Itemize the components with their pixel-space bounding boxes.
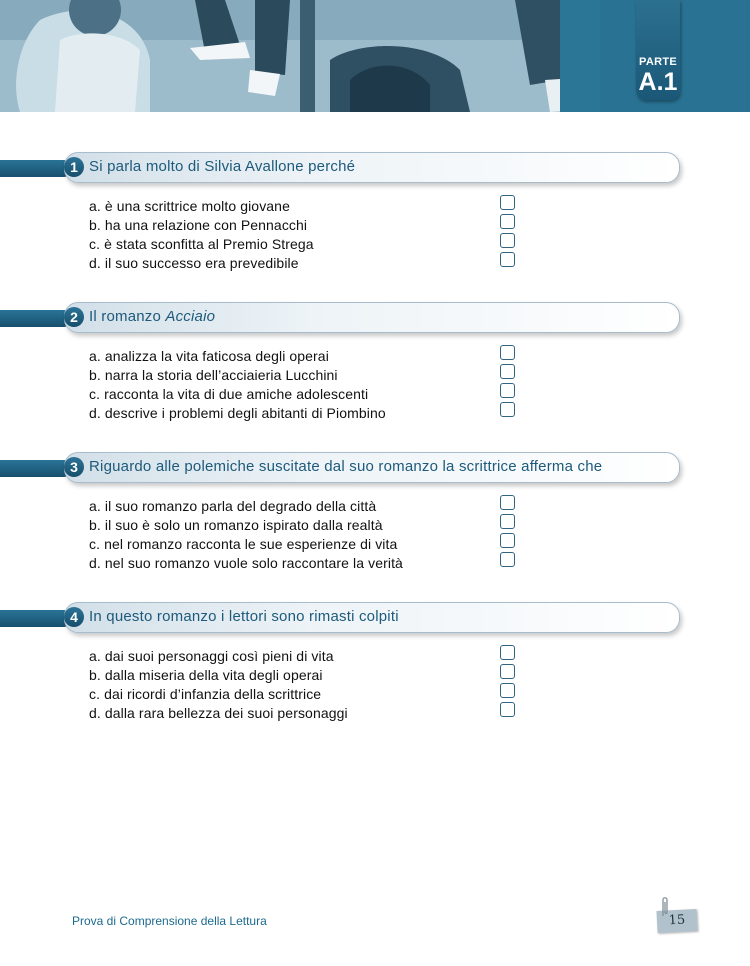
question-1 [0, 152, 750, 282]
checkbox-a[interactable] [500, 495, 515, 510]
question-text: Si parla molto di Silvia Avallone perché [89, 158, 356, 175]
question-4 [0, 602, 750, 732]
option-c: c. racconta la vita di due amiche adolescenti [89, 386, 369, 402]
question-pill [0, 160, 72, 177]
option-d: d. nel suo romanzo vuole solo raccontare la verità [89, 555, 403, 571]
option-a: a. analizza la vita faticosa degli operai [89, 348, 329, 364]
checkbox-d[interactable] [500, 552, 515, 567]
checkbox-c[interactable] [500, 533, 515, 548]
option-c: c. dai ricordi d’infanzia della scrittrice [89, 686, 322, 702]
footer-title: Prova di Comprensione della Lettura [72, 914, 267, 928]
option-a: a. è una scrittrice molto giovane [89, 198, 290, 214]
page-number: 15 [668, 912, 686, 929]
checkbox-b[interactable] [500, 514, 515, 529]
option-c: c. nel romanzo racconta le sue esperienze di vita [89, 536, 398, 552]
checkbox-b[interactable] [500, 214, 515, 229]
book-title: Acciaio [165, 308, 216, 325]
checkbox-a[interactable] [500, 645, 515, 660]
question-number: 1 [64, 157, 84, 177]
checkbox-d[interactable] [500, 702, 515, 717]
question-text: In questo romanzo i lettori sono rimasti colpiti [89, 608, 399, 625]
question-text-prefix: Il romanzo [89, 308, 166, 325]
checkbox-d[interactable] [500, 402, 515, 417]
question-text: Riguardo alle polemiche suscitate dal suo romanzo la scrittrice afferma che [89, 458, 603, 475]
question-text [89, 308, 215, 325]
checkbox-b[interactable] [500, 664, 515, 679]
question-number: 3 [64, 457, 84, 477]
question-3 [0, 452, 750, 582]
option-d: d. il suo successo era prevedibile [89, 255, 299, 271]
option-d: d. dalla rara bellezza dei suoi personaggi [89, 705, 348, 721]
part-label: PARTE [639, 56, 677, 68]
checkbox-d[interactable] [500, 252, 515, 267]
option-b: b. ha una relazione con Pennacchi [89, 217, 308, 233]
checkbox-c[interactable] [500, 383, 515, 398]
option-b: b. dalla miseria della vita degli operai [89, 667, 323, 683]
checkbox-a[interactable] [500, 195, 515, 210]
option-a: a. il suo romanzo parla del degrado della città [89, 498, 377, 514]
question-pill [0, 460, 72, 477]
checkbox-a[interactable] [500, 345, 515, 360]
option-b: b. narra la storia dell’acciaieria Lucchini [89, 367, 338, 383]
checkbox-c[interactable] [500, 683, 515, 698]
question-number: 4 [64, 607, 84, 627]
option-c: c. è stata sconfitta al Premio Strega [89, 236, 314, 252]
question-pill [0, 310, 72, 327]
option-d: d. descrive i problemi degli abitanti di Piombino [89, 405, 386, 421]
question-2 [0, 302, 750, 432]
checkbox-b[interactable] [500, 364, 515, 379]
question-pill [0, 610, 72, 627]
checkbox-c[interactable] [500, 233, 515, 248]
option-a: a. dai suoi personaggi così pieni di vita [89, 648, 334, 664]
part-number: A.1 [638, 68, 678, 96]
part-tab [636, 0, 680, 100]
paperclip-icon [660, 896, 670, 918]
question-number: 2 [64, 307, 84, 327]
option-b: b. il suo è solo un romanzo ispirato dalla realtà [89, 517, 383, 533]
